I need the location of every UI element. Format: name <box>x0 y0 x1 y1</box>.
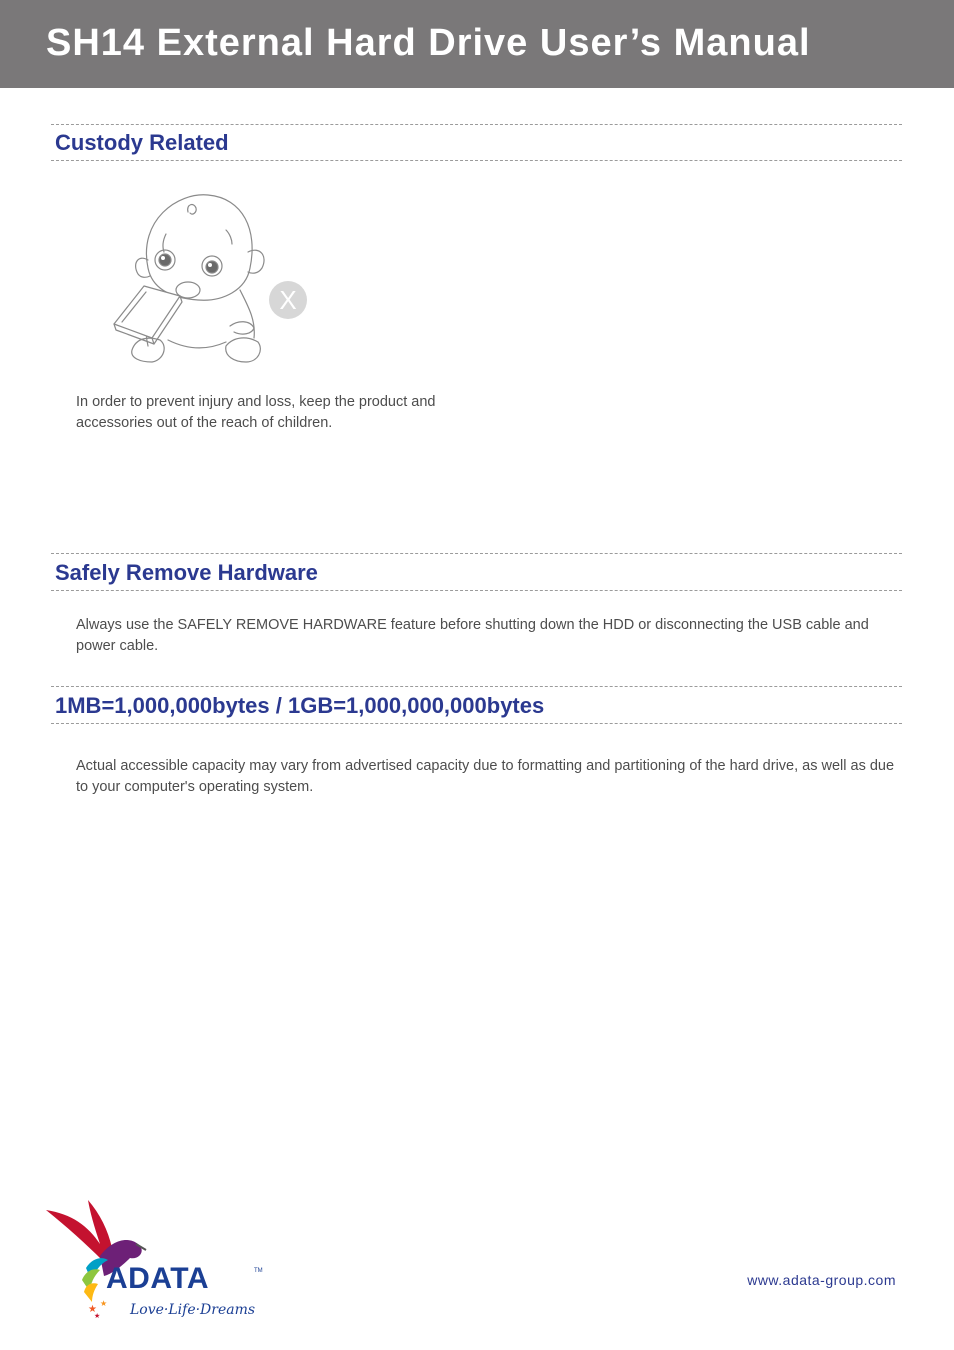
logo-wordmark: ADATA <box>106 1262 210 1295</box>
section-divider <box>51 553 902 554</box>
trademark-mark: TM <box>254 1268 263 1274</box>
section-title-safely-remove: Safely Remove Hardware <box>55 560 318 585</box>
svg-text:★: ★ <box>100 1299 108 1308</box>
section-divider <box>51 124 902 125</box>
section-divider <box>51 590 902 591</box>
section-divider <box>51 686 902 687</box>
hummingbird-wing-icon <box>46 1200 112 1260</box>
adata-logo <box>42 1196 272 1320</box>
section-title-custody: Custody Related <box>55 130 229 155</box>
section-text-capacity: Actual accessible capacity may vary from advertised capacity due to formatting and partitioning of the hard drive, as well as due to your computer's operating system. <box>76 758 895 795</box>
section-title-capacity: 1MB=1,000,000bytes / 1GB=1,000,000,000bytes <box>55 693 545 718</box>
page-header <box>0 0 954 88</box>
section-divider <box>51 723 902 724</box>
website-url: www.adata-group.com <box>747 1272 896 1288</box>
page-title: SH14 External Hard Drive User’s Manual <box>46 22 811 64</box>
svg-text:★: ★ <box>88 1304 97 1315</box>
prohibited-mark: X <box>279 285 297 315</box>
section-divider <box>51 160 902 161</box>
svg-text:★: ★ <box>94 1312 101 1320</box>
logo-tagline: Love·Life·Dreams <box>130 1302 256 1318</box>
section-text-safely-remove: Always use the SAFELY REMOVE HARDWARE feature before shutting down the HDD or disconnecting the USB cable and power cable. <box>76 617 869 654</box>
section-text-custody: In order to prevent injury and loss, keep the product and accessories out of the reach of children. <box>76 394 436 431</box>
baby-with-drive-illustration <box>108 190 318 368</box>
